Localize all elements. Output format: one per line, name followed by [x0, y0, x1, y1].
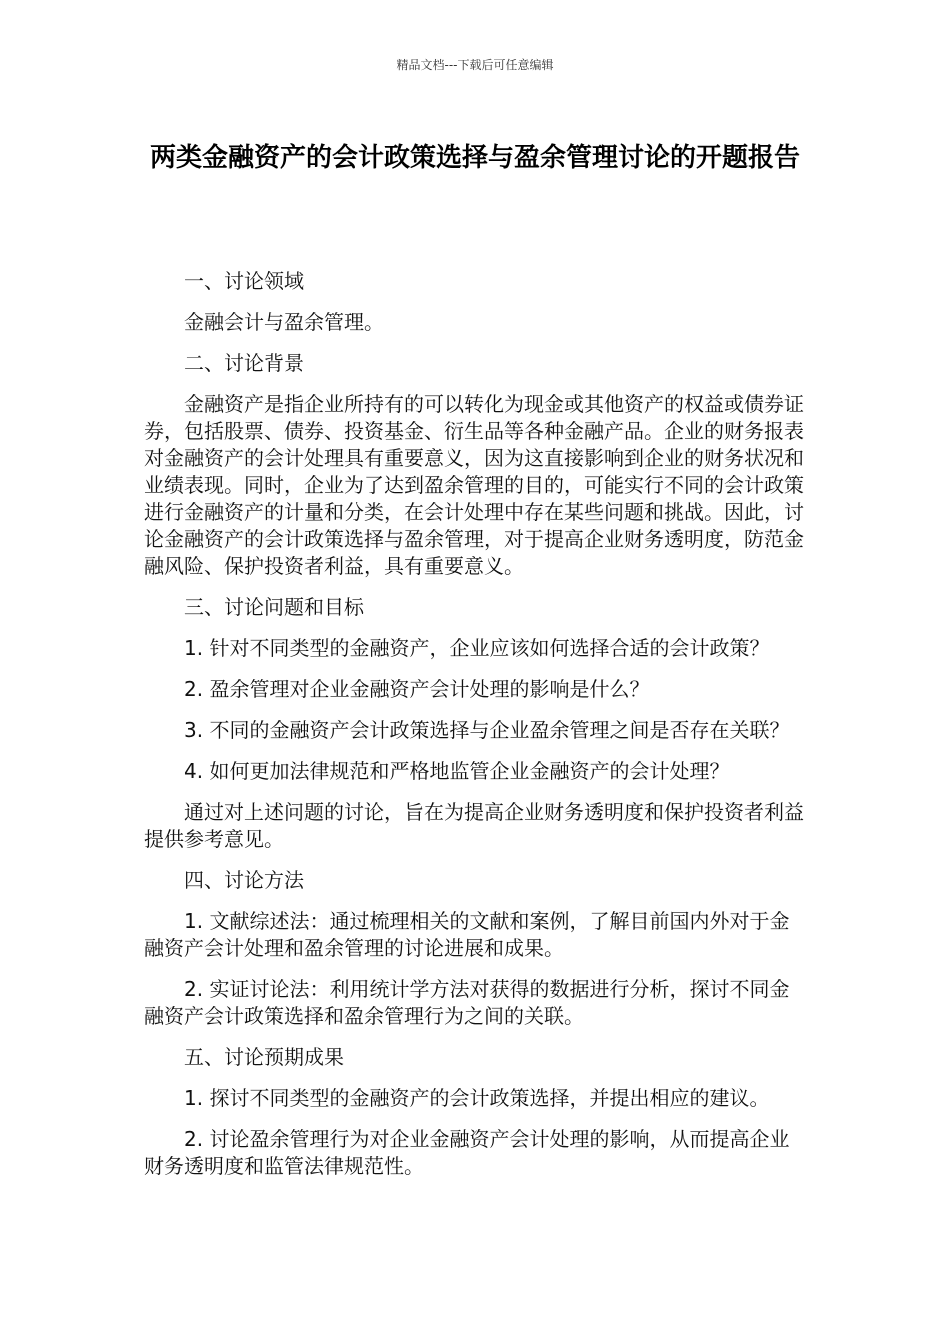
question-item: 2. 盈余管理对企业金融资产会计处理的影响是什么？	[184, 677, 650, 701]
section-heading-questions: 三、讨论问题和目标	[184, 595, 364, 619]
header-note: 精品文档---下载后可任意编辑	[396, 58, 554, 72]
section-heading-outcomes: 五、讨论预期成果	[184, 1045, 344, 1069]
questions-summary: 通过对上述问题的讨论，旨在为提高企业财务透明度和保护投资者利益提供参考意见。	[144, 800, 804, 851]
method-item: 2. 实证讨论法：利用统计学方法对获得的数据进行分析，探讨不同金融资产会计政策选择和盈余管理行为之间的关联。	[144, 977, 790, 1028]
section-heading-background: 二、讨论背景	[184, 351, 304, 375]
question-item: 4. 如何更加法律规范和严格地监管企业金融资产的会计处理？	[184, 759, 730, 783]
field-text: 金融会计与盈余管理。	[184, 310, 384, 334]
outcome-item: 1. 探讨不同类型的金融资产的会计政策选择，并提出相应的建议。	[184, 1086, 770, 1110]
method-item: 1. 文献综述法：通过梳理相关的文献和案例，了解目前国内外对于金融资产会计处理和盈余管理的讨论进展和成果。	[144, 909, 790, 960]
background-text: 金融资产是指企业所持有的可以转化为现金或其他资产的权益或债券证券，包括股票、债券、投资基金、衍生品等各种金融产品。企业的财务报表对金融资产的会计处理具有重要意义，因为这直接影响到企业的财务状况和业绩表现。同时，企业为了达到盈余管理的目的，可能实行不同的会计政策进行金融资产的计量和分类，在会计处理中存在某些问题和挑战。因此，讨论金融资产的会计政策选择与盈余管理，对于提高企业财务透明度，防范金融风险、保护投资者利益，具有重要意义。	[144, 392, 804, 578]
question-item: 3. 不同的金融资产会计政策选择与企业盈余管理之间是否存在关联？	[184, 718, 790, 742]
document-title: 两类金融资产的会计政策选择与盈余管理讨论的开题报告	[149, 143, 800, 173]
outcome-item: 2. 讨论盈余管理行为对企业金融资产会计处理的影响，从而提高企业财务透明度和监管法律规范性。	[144, 1127, 790, 1178]
document-body	[144, 268, 808, 1194]
question-item: 1. 针对不同类型的金融资产，企业应该如何选择合适的会计政策？	[184, 636, 770, 660]
section-heading-methods: 四、讨论方法	[184, 868, 304, 892]
section-heading-field: 一、讨论领域	[184, 269, 304, 293]
